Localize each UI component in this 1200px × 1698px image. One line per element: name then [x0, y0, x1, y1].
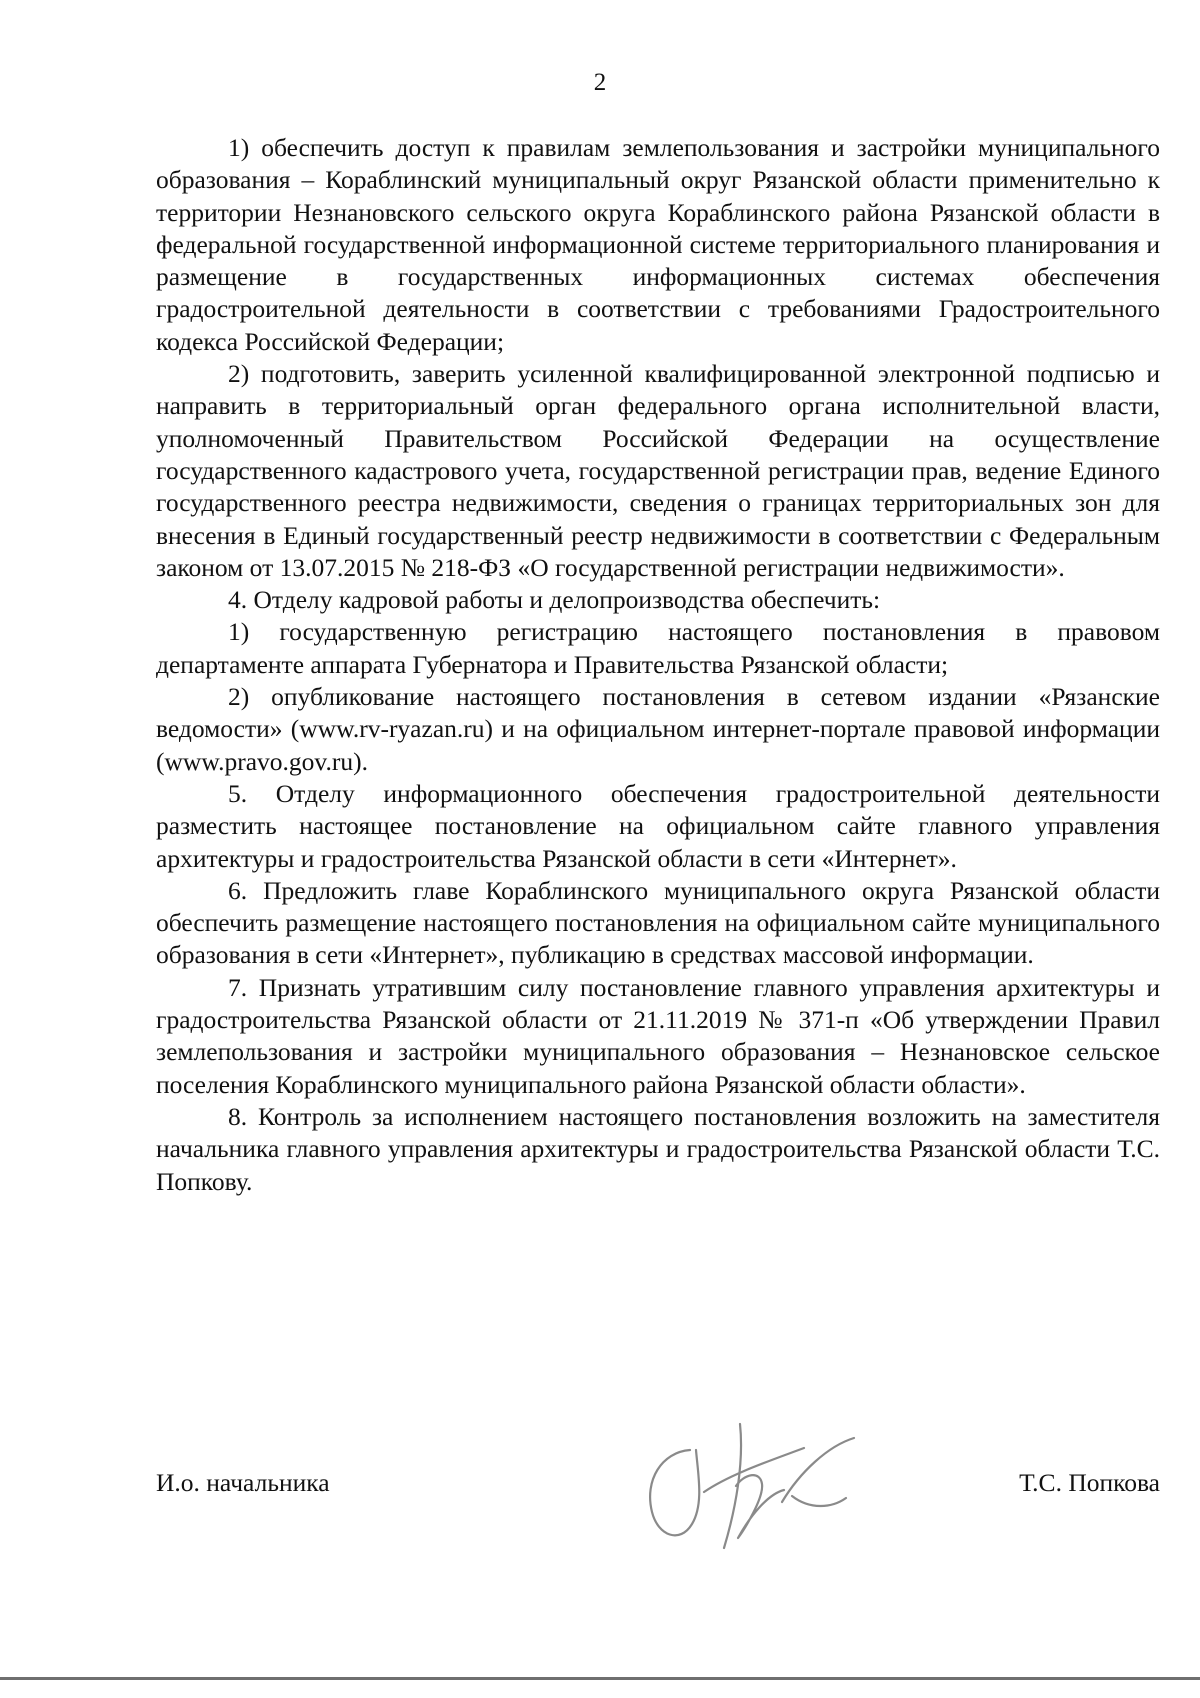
paragraph-section-4-item-2: 2) опубликование настоящего постановления в сетевом издании «Рязанские ведомости» (www.rv-ryazan.ru) и на официальном интернет-портале правовой информации (www.pravo.gov.ru). — [156, 682, 1160, 776]
paragraph-section-5: 5. Отделу информационного обеспечения градостроительной деятельности разместить настоящее постановление на официальном сайте главного управления архитектуры и градостроительства Рязанской области в сети «Интернет». — [156, 778, 1160, 873]
paragraph-item-1: 1) обеспечить доступ к правилам землепользования и застройки муниципального образования – Кораблинский муниципальный округ Рязанской области применительно к территории Незнановского сельского округа Кораблинского района Рязанской области в федеральной государственной информационной системе территориального планирования и размещение в государственных информационных системах обеспечения градостроительной деятельности в соответствии с требованиями Градостроительного кодекса Российской Федерации; — [156, 133, 1160, 356]
bottom-divider — [0, 1677, 1200, 1680]
paragraph-section-7: 7. Признать утратившим силу постановление главного управления архитектуры и градостроительства Рязанской области от 21.11.2019 № 371-п «Об утверждении Правил землепользования и застройки муниципального образования – Незнановское сельское поселения Кораблинского муниципального района Рязанской области области». — [156, 972, 1160, 1099]
signer-position-title: И.о. начальника — [156, 1468, 330, 1497]
signer-name: Т.С. Попкова — [1019, 1468, 1160, 1497]
paragraph-section-4: 4. Отделу кадровой работы и делопроизводства обеспечить: — [228, 585, 881, 615]
paragraph-section-8: 8. Контроль за исполнением настоящего постановления возложить на заместителя начальника главного управления архитектуры и градостроительства Рязанской области Т.С. Попкову. — [156, 1101, 1160, 1196]
paragraph-item-2: 2) подготовить, заверить усиленной квалифицированной электронной подписью и направить в территориальный орган федерального органа исполнительной власти, уполномоченный Правительством Российской Федерации на осуществление государственного кадастрового учета, государственной регистрации прав, ведение Единого государственного реестра недвижимости, сведения о границах территориальных зон для внесения в Единый государственный реестр недвижимости в соответствии с Федеральным законом от 13.07.2015 № 218-ФЗ «О государственной регистрации недвижимости». — [156, 359, 1160, 582]
paragraph-section-4-item-1: 1) государственную регистрацию настоящего постановления в правовом департаменте аппарата Губернатора и Правительства Рязанской области; — [156, 617, 1160, 679]
page-number: 2 — [593, 69, 607, 96]
signature-block — [156, 1467, 1160, 1507]
paragraph-section-6: 6. Предложить главе Кораблинского муниципального округа Рязанской области обеспечить размещение настоящего постановления на официальном сайте муниципального образования в сети «Интернет», публикацию в средствах массовой информации. — [156, 875, 1160, 970]
document-body — [156, 132, 1160, 1198]
